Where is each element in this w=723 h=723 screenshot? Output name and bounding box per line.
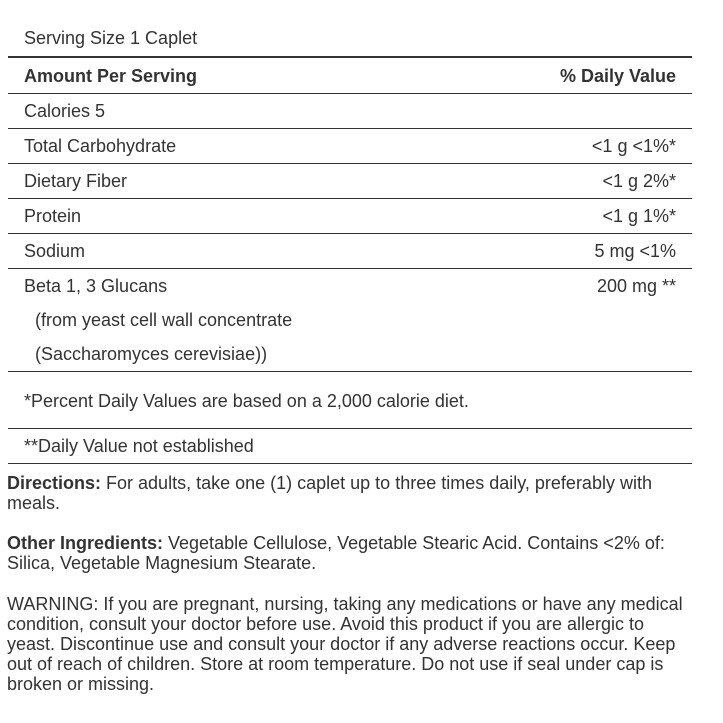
- nutrient-row-protein: [8, 199, 692, 234]
- nutrient-value: <1 g <1%*: [405, 129, 692, 164]
- nutrient-label: Total Carbohydrate: [8, 129, 405, 164]
- nutrient-subline-row: [8, 303, 692, 337]
- directions-label: Directions:: [7, 473, 102, 493]
- directions-paragraph: [7, 473, 697, 513]
- nutrient-row-total-carbohydrate: [8, 129, 692, 164]
- supplement-facts-table: [8, 20, 692, 464]
- warning-paragraph: WARNING: If you are pregnant, nursing, taking any medications or have any medical condition, consult your doctor before use. Avoid this product if you are allergic to yeast. Discontinue use and consult your doctor if any adverse reactions occur. Keep out of reach of children. Store at room temperature. Do not use if seal under cap is broken or missing.: [7, 594, 683, 694]
- nutrient-value: 5 mg <1%: [405, 234, 692, 269]
- serving-size-row: [8, 20, 692, 57]
- nutrient-value: <1 g 1%*: [405, 199, 692, 234]
- nutrient-value: 200 mg **: [596, 276, 676, 296]
- nutrient-row-sodium: [8, 234, 692, 269]
- serving-size: Serving Size 1 Caplet: [8, 20, 692, 57]
- nutrient-label: Dietary Fiber: [8, 164, 405, 199]
- other-ingredients-paragraph: [7, 533, 697, 573]
- nutrient-value: <1 g 2%*: [405, 164, 692, 199]
- directions-text: For adults, take one (1) caplet up to three times daily, preferably with meals.: [7, 473, 652, 513]
- footnote-percent-daily-values: *Percent Daily Values are based on a 2,000 calorie diet.: [24, 391, 469, 411]
- nutrient-label: Sodium: [8, 234, 405, 269]
- nutrient-row-calories: [8, 94, 692, 129]
- other-ingredients-label: Other Ingredients:: [7, 533, 164, 553]
- nutrient-subline-row: [8, 337, 692, 372]
- facts-header-row: [8, 57, 692, 94]
- nutrient-label: Protein: [8, 199, 405, 234]
- nutrient-value: [405, 94, 692, 129]
- daily-value-header: % Daily Value: [405, 57, 692, 94]
- nutrient-row-beta-glucans: [8, 269, 692, 304]
- nutrient-row-dietary-fiber: [8, 164, 692, 199]
- nutrient-source-line: (from yeast cell wall concentrate: [35, 310, 293, 330]
- footnote-row-dv: [8, 429, 692, 464]
- amount-per-serving-header: Amount Per Serving: [8, 57, 405, 94]
- nutrient-label: Beta 1, 3 Glucans: [24, 276, 168, 296]
- footnote-cell: [8, 372, 692, 429]
- footnote-daily-value-not-established: **Daily Value not established: [8, 429, 692, 464]
- nutrient-label: Calories 5: [8, 94, 405, 129]
- footnote-row-percent: [8, 372, 692, 429]
- other-ingredients-text: Vegetable Cellulose, Vegetable Stearic Acid. Contains <2% of: Silica, Vegetable Magnesium Stearate.: [7, 533, 665, 573]
- nutrient-source-line: (Saccharomyces cerevisiae)): [8, 337, 692, 372]
